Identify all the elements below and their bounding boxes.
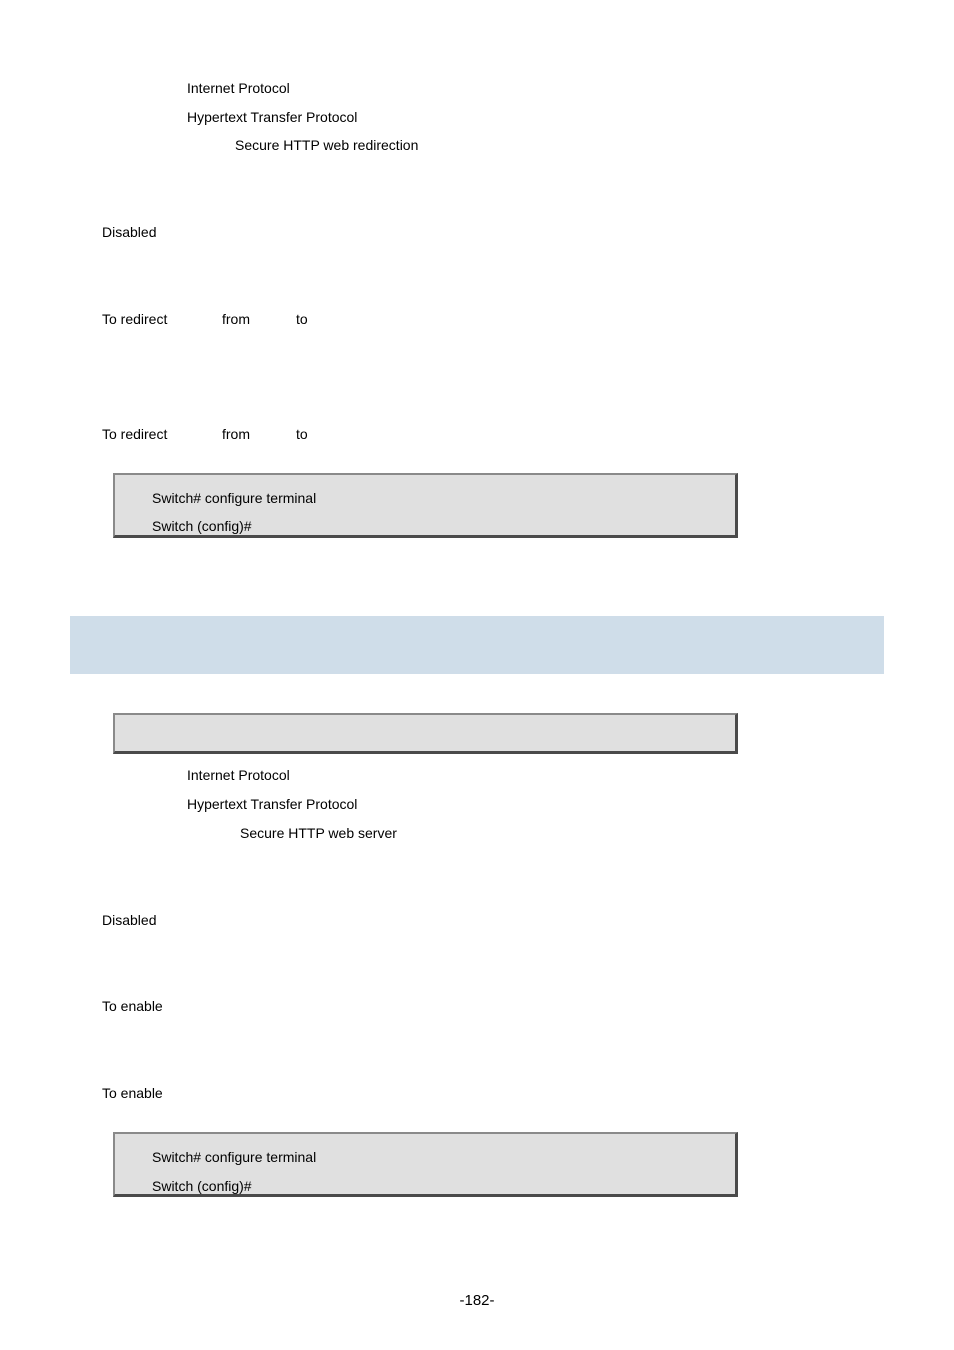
menu-path-level3: Secure HTTP web redirection: [235, 137, 419, 153]
default-value: Disabled: [102, 912, 157, 928]
usage-to: to: [296, 311, 308, 327]
usage-lead: To redirect: [102, 311, 168, 327]
menu-path-level2: Hypertext Transfer Protocol: [187, 796, 358, 812]
menu-path-level1: Internet Protocol: [187, 80, 290, 96]
default-value: Disabled: [102, 224, 157, 240]
page-number: -182-: [459, 1292, 495, 1309]
usage-to: to: [296, 426, 308, 442]
example-code-line: Switch# configure terminal: [152, 490, 317, 506]
usage-lead: To enable: [102, 998, 163, 1014]
usage-lead: To enable: [102, 1085, 163, 1101]
command-syntax-box: [113, 713, 738, 754]
example-code-box: [113, 473, 738, 538]
example-code-line: Switch# configure terminal: [152, 1149, 317, 1165]
menu-path-level2: Hypertext Transfer Protocol: [187, 109, 358, 125]
usage-from: from: [222, 426, 250, 442]
example-code-line: Switch (config)#: [152, 518, 252, 534]
example-code-box: [113, 1132, 738, 1197]
menu-path-level3: Secure HTTP web server: [240, 825, 397, 841]
section-heading-band: [70, 616, 884, 674]
example-code-line: Switch (config)#: [152, 1178, 252, 1194]
usage-lead: To redirect: [102, 426, 168, 442]
usage-from: from: [222, 311, 250, 327]
menu-path-level1: Internet Protocol: [187, 767, 290, 783]
